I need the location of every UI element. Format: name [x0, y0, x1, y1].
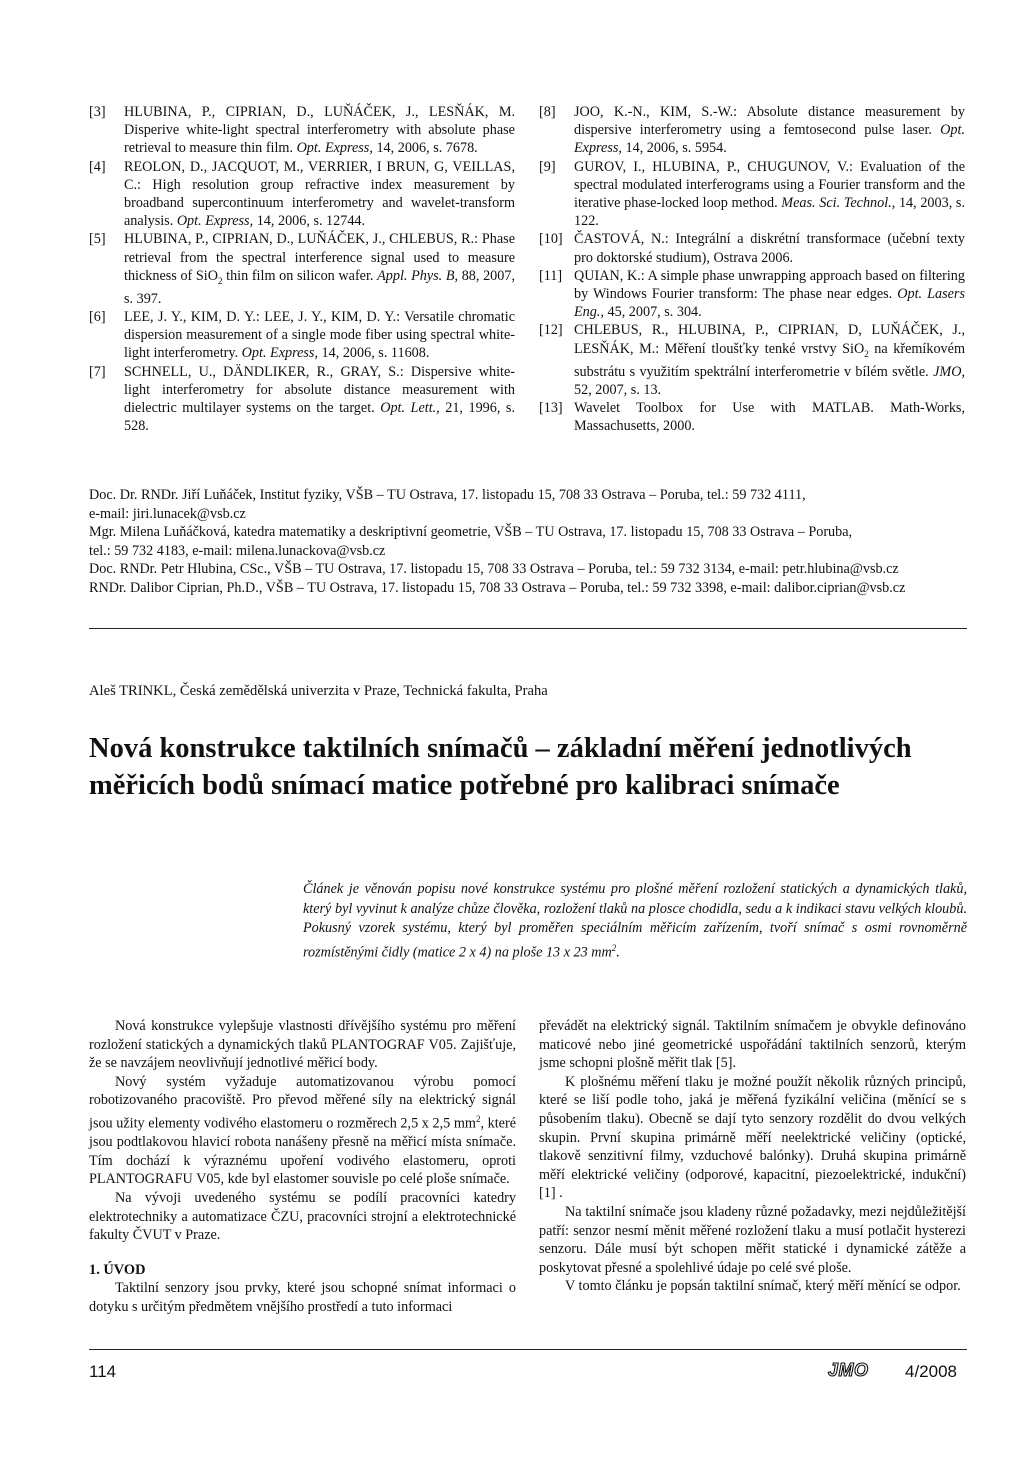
paragraph: Taktilní senzory jsou prvky, které jsou schopné snímat informaci o dotyku s určitým předmětem vnějšího prostředí a tuto informaci — [89, 1280, 516, 1316]
reference-item — [539, 399, 965, 435]
journal-name: JMO, — [933, 363, 965, 380]
paragraph: převádět na elektrický signál. Taktilním snímačem je obvykle definováno maticové nebo jiné geometrické uspořádání taktilních senzorů, kterým jsme schopni plošně měřit tlak [5]. — [539, 1018, 966, 1072]
section-heading: 1. ÚVOD — [89, 1261, 146, 1278]
issue-number: 4/2008 — [905, 1362, 957, 1381]
reference-item — [539, 103, 965, 158]
author-affiliations — [89, 486, 969, 598]
page-number: 114 — [89, 1362, 117, 1381]
reference-text: JOO, K.-N., KIM, S.-W.: Absolute distance measurement by dispersive interferometry using a femtosecond pulse laser. Opt. Express, 14, 2006, s. 5954. — [574, 104, 965, 157]
reference-text: QUIAN, K.: A simple phase unwrapping approach based on filtering by Windows Fourier transform: The phase near edges. Opt. Lasers Eng., 45, 2007, s. 304. — [574, 267, 965, 321]
reference-number: [6] — [89, 309, 106, 326]
references-left — [89, 103, 515, 435]
reference-text: SCHNELL, U., DÄNDLIKER, R., GRAY, S.: Dispersive white-light interferometry for absolute distance measurement with dielectric multilayer systems on the target. Opt. Lett., 21, 1996, s. 528. — [124, 363, 516, 435]
affiliation-line: RNDr. Dalibor Ciprian, Ph.D., VŠB – TU Ostrava, 17. listopadu 15, 708 33 Ostrava – Poruba, tel.: 59 732 3398, e-mail: dalibor.ciprian@vsb.cz — [89, 579, 906, 596]
reference-text: REOLON, D., JACQUOT, M., VERRIER, I BRUN, G, VEILLAS, C.: High resolution group refractive index measurement by broadband supercontinuum interferometry and wavelet-transform analysis. Opt. Express, 14, 2006, s. 12744. — [124, 158, 515, 230]
references-right — [539, 103, 965, 435]
reference-number: [12] — [539, 322, 563, 339]
title-line: měřicích bodů snímací matice potřebné pro kalibraci snímače — [89, 770, 840, 801]
abstract-end: . — [616, 944, 620, 961]
reference-text: CHLEBUS, R., HLUBINA, P., CIPRIAN, D, LUŇÁČEK, J., LESŇÁK, M.: Měření tloušťky tenké vrstvy SiO$_2$ na křemíkovém substrátu s využitím spektrální interferometrie v bílém světle. JMO, 52, 2007, s. 13. — [574, 322, 965, 398]
reference-item — [89, 158, 515, 231]
affiliation-line: tel.: 59 732 4183, e-mail: milena.lunackova@vsb.cz — [89, 542, 386, 559]
journal-name: Opt. Express, — [296, 140, 373, 157]
reference-item — [89, 363, 515, 436]
journal-name: Appl. Phys. B, — [377, 267, 459, 284]
journal-logo: JMO — [828, 1360, 869, 1380]
title-line: Nová konstrukce taktilních snímačů – základní měření jednotlivých — [89, 733, 912, 764]
reference-item — [539, 158, 965, 231]
journal-name: Meas. Sci. Technol., — [781, 195, 896, 212]
paragraph: Na taktilní snímače jsou kladeny různé požadavky, mezi nejdůležitější patří: senzor nesmí měnit měřené rozložení tlaku a musí potlačit hysterezi senzoru. Dále musí být schopen měřit statické i dynamické zátěže a poskytovat přesné a spolehlivé údaje po celé své ploše. — [539, 1203, 966, 1276]
affiliation-line: Doc. RNDr. Petr Hlubina, CSc., VŠB – TU Ostrava, 17. listopadu 15, 708 33 Ostrava – Poruba, tel.: 59 732 3134, e-mail: petr.hlubina@vsb.cz — [89, 561, 899, 578]
body-column-right — [539, 1017, 966, 1296]
body-column-left — [89, 1017, 516, 1317]
paragraph: K plošnému měření tlaku je možné použít několik různých principů, které se liší podle toho, jaká je měřená fyzikální veličina (měnící se s působením tlaku). Obecně se dají tyto senzory rozdělit do dvou velkých skupin. První skupina primárně měří neelektrické veličiny (optické, tlakově senzitivní filmy, vzduchové balónky). Druhá skupina primárně měří elektrické veličiny (odporové, kapacitní, piezoelektrické, indukční) [1] . — [539, 1073, 966, 1202]
paragraph-text: , které jsou podtlakovou hlavicí robota nanášeny přesně na měřicí místa snímače. Tím dochází k výraznému upoření vodivého elastomeru, oproti PLANTOGRAFU V05, kde byl elastomer souvisle po celé ploše snímače. — [89, 1115, 517, 1188]
paragraph — [89, 1073, 516, 1189]
paragraph: Na vývoji uvedeného systému se podílí pracovníci katedry elektrotechniky a automatizace ČZU, pracovníci strojní a elektrotechnické fakulty ČVUT v Praze. — [89, 1190, 516, 1244]
affiliation-line: e-mail: jiri.lunacek@vsb.cz — [89, 505, 246, 522]
affiliation-line: Doc. Dr. RNDr. Jiří Luňáček, Institut fyziky, VŠB – TU Ostrava, 17. listopadu 15, 708 33 Ostrava – Poruba, tel.: 59 732 4111, — [89, 487, 806, 503]
journal-name: Opt. Express, — [176, 213, 254, 230]
reference-item — [539, 230, 965, 266]
reference-item — [89, 308, 515, 363]
paragraph: Nová konstrukce vylepšuje vlastnosti dřívějšího systému pro měření rozložení statických a dynamických tlaků PLANTOGRAF V05. Zajišťuje, že se navzájem neovlivňují jednotlivé měřicí body. — [89, 1018, 516, 1072]
reference-item — [539, 267, 965, 322]
reference-number: [10] — [539, 231, 563, 248]
reference-item — [89, 103, 515, 158]
paragraph-text: Nový systém vyžaduje automatizovanou výrobu pomocí robotizovaného pracoviště. Pro převod měřené síly na elektrický signál jsou užity elementy vodivého elastomeru o rozměrech 2,5 x 2,5 mm — [89, 1073, 516, 1132]
reference-text: HLUBINA, P., CIPRIAN, D., LUŇÁČEK, J., LESŇÁK, M. Disperive white-light spectral interferometry with absolute phase retrieval to measure thin film. Opt. Express, 14, 2006, s. 7678. — [124, 104, 515, 157]
divider-rule — [89, 628, 967, 629]
abstract-text: Článek je věnován popisu nové konstrukce systému pro plošné měření rozložení statických a dynamických tlaků, který byl vyvinut k analýze chůze člověka, rozložení tlaků na plosce chodidla, sedu a k indikaci stavu velkých kloubů. Pokusný vzorek systému, který byl proměřen speciálním měřicím zařízením, tvoří snímač s osmi rovnoměrně rozmístěnými čidly (matice 2 x 4) na ploše 13 x 23 mm — [303, 881, 967, 961]
journal-name: Opt. Lasers Eng., — [574, 286, 965, 321]
journal-name: Opt. Express, — [574, 122, 965, 157]
reference-text: ČASTOVÁ, N.: Integrální a diskrétní transformace (učební texty pro doktorské studium), Ostrava 2006. — [574, 231, 965, 266]
reference-number: [9] — [539, 158, 556, 175]
reference-text: HLUBINA, P., CIPRIAN, D., LUŇÁČEK, J., CHLEBUS, R.: Phase retrieval from the spectral interference signal used to measure thickness of SiO$_2$ thin film on silicon wafer. Appl. Phys. B, 88, 2007, s. 397. — [124, 231, 516, 307]
affiliation-line: Mgr. Milena Luňáčková, katedra matematiky a deskriptivní geometrie, VŠB – TU Ostrava, 17. listopadu 15, 708 33 Ostrava – Poruba, — [89, 524, 853, 541]
abstract-superscript: 2 — [611, 942, 617, 953]
reference-number: [4] — [89, 158, 106, 175]
footer-rule — [89, 1349, 967, 1350]
reference-text: Wavelet Toolbox for Use with MATLAB. Math-Works, Massachusetts, 2000. — [574, 400, 965, 435]
reference-number: [13] — [539, 400, 563, 417]
reference-item — [539, 321, 965, 399]
reference-number: [8] — [539, 104, 556, 120]
article-author: Aleš TRINKL, Česká zemědělská univerzita v Praze, Technická fakulta, Praha — [89, 683, 548, 699]
reference-text: LEE, J. Y., KIM, D. Y.: LEE, J. Y., KIM, D. Y.: Versatile chromatic dispersion measurement of a single mode fiber using spectral white-light interferometry. Opt. Express, 14, 2006, s. 11608. — [124, 309, 515, 362]
reference-number: [11] — [539, 267, 563, 284]
reference-number: [3] — [89, 104, 106, 120]
journal-name: Opt. Lett., — [380, 400, 440, 417]
reference-number: [5] — [89, 231, 106, 248]
paragraph: V tomto článku je popsán taktilní snímač, který měří měnící se odpor. — [565, 1278, 961, 1295]
superscript: 2 — [475, 1113, 481, 1124]
journal-name: Opt. Express, — [241, 345, 318, 362]
article-title — [89, 730, 969, 804]
reference-text: GUROV, I., HLUBINA, P., CHUGUNOV, V.: Evaluation of the spectral modulated interferograms using a Fourier transform and the iterative phase-locked loop method. Meas. Sci. Technol., 14, 2003, s. 122. — [574, 158, 965, 230]
reference-item — [89, 230, 515, 308]
article-abstract — [303, 880, 967, 963]
reference-number: [7] — [89, 363, 106, 380]
